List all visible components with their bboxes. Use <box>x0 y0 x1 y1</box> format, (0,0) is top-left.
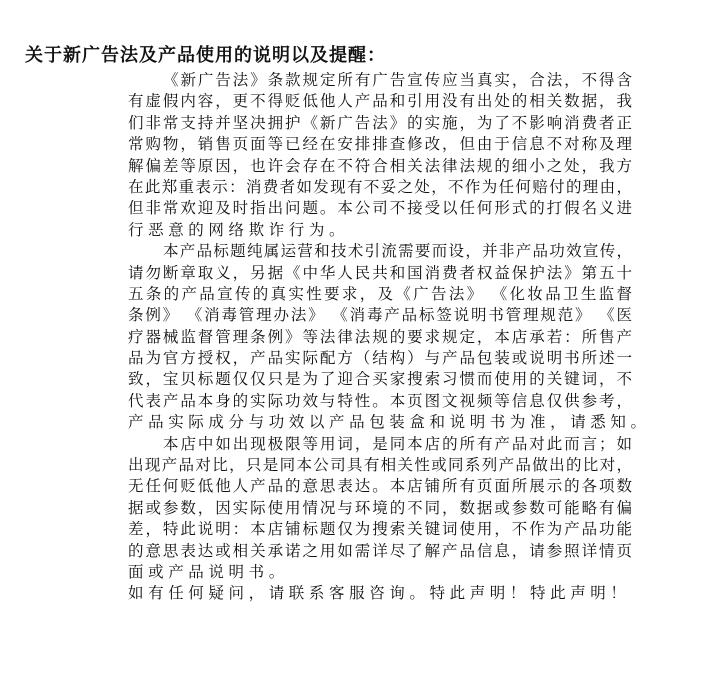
text-line: 疗器械监督管理条例》等法律法规的要求规定，本店承若：所售产 <box>128 327 632 346</box>
text-line: 但非常欢迎及时指出问题。本公司不接受以任何形式的打假名义进 <box>128 199 632 218</box>
text-line: 条例》 《消毒管理办法》 《消毒产品标签说明书管理规范》 《医 <box>128 306 632 325</box>
text-line: 行恶意的网络欺诈行为。 <box>128 220 350 239</box>
text-line: 常购物，销售页面等已经在安排排查修改，但由于信息不对称及理 <box>128 135 632 154</box>
text-line: 本产品标题纯属运营和技术引流需要而设，并非产品功效宣传， <box>163 242 632 261</box>
text-line: 品为官方授权，产品实际配方（结构）与产品包装或说明书所述一 <box>128 349 632 368</box>
text-line: 《新广告法》条款规定所有广告宣传应当真实，合法，不得含 <box>163 71 632 89</box>
text-line: 本店中如出现极限等用词，是同本店的所有产品对此而言；如 <box>163 434 632 453</box>
paragraph-extreme-words <box>128 434 632 584</box>
text-line: 们非常支持并坚决拥护《新广告法》的实施，为了不影响消费者正 <box>128 113 632 132</box>
document-title: 关于新广告法及产品使用的说明以及提醒： <box>25 45 386 66</box>
text-line: 解偏差等原因，也许会存在不符合相关法律法规的细小之处，我方 <box>128 156 632 175</box>
text-line: 代表产品本身的实际功效与特性。本页图文视频等信息仅供参考， <box>128 391 632 410</box>
text-line: 无任何贬低他人产品的意思表达。本店铺所有页面所展示的各项数 <box>128 477 632 496</box>
text-line: 致，宝贝标题仅仅只是为了迎合买家搜索习惯而使用的关键词，不 <box>128 370 632 389</box>
text-line: 在此郑重表示：消费者如发现有不妥之处，不作为任何赔付的理由， <box>128 177 632 196</box>
text-line: 面或产品说明书。 <box>128 562 289 581</box>
text-line: 出现产品对比，只是同本公司具有相关性或同系列产品做出的比对， <box>128 456 632 475</box>
paragraph-new-ad-law <box>128 70 632 241</box>
text-line: 有虚假内容，更不得贬低他人产品和引用没有出处的相关数据，我 <box>128 92 632 111</box>
document-body <box>128 70 651 605</box>
text-line: 差，特此说明：本店铺标题仅为搜索关键词使用，不作为产品功能 <box>128 520 632 539</box>
text-line: 据或参数，因实际使用情况与环境的不同，数据或参数可能略有偏 <box>128 498 632 517</box>
text-line: 五条的产品宣传的真实性要求，及《广告法》 《化妆品卫生监督 <box>128 284 632 303</box>
text-line: 的意思表达或相关承诺之用如需详尽了解产品信息，请参照详情页 <box>128 541 632 560</box>
paragraph-product-title <box>128 241 651 434</box>
text-line: 产品实际成分与功效以产品包装盒和说明书为准，请悉知。 <box>128 413 651 432</box>
text-line: 请勿断章取义，另据《中华人民共和国消费者权益保护法》第五十 <box>128 263 632 282</box>
closing-statement: 如有任何疑问，请联系客服咨询。特此声明！特此声明！ <box>128 584 631 603</box>
